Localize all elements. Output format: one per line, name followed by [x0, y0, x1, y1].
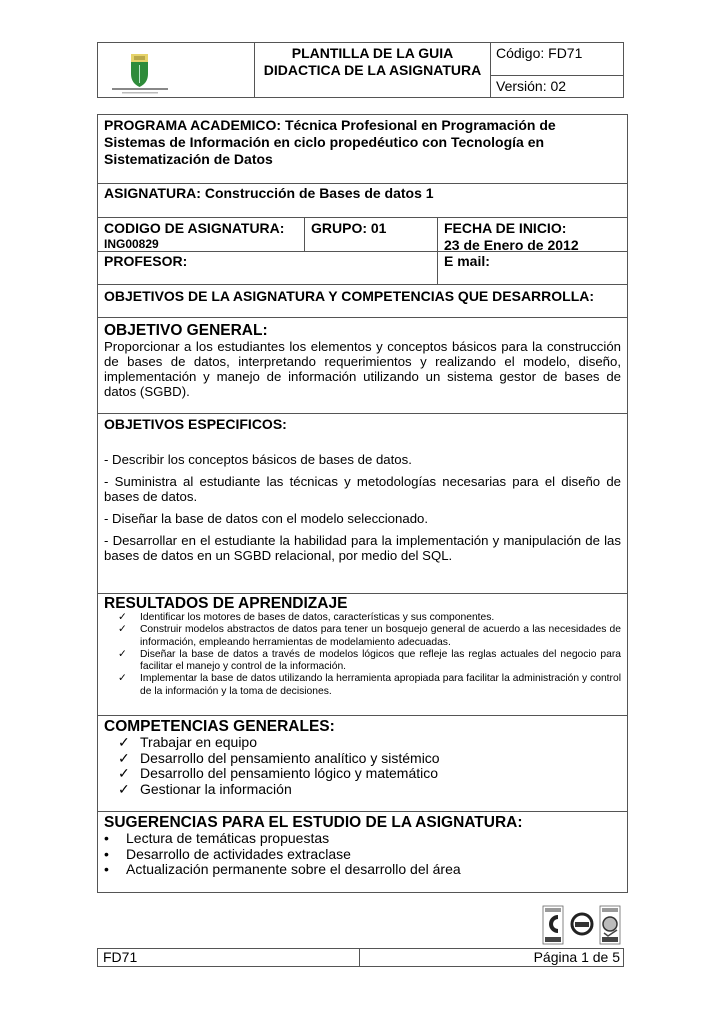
title-line-1: PLANTILLA DE LA GUIA [291, 45, 454, 61]
professor-label: PROFESOR: [104, 253, 188, 269]
specific-objective-item: - Desarrollar en el estudiante la habilidad para la implementación y manipulación de las bases de datos en un SGBD relacional, por medio del SQL. [104, 533, 621, 563]
start-date-value: 23 de Enero de 2012 [444, 237, 579, 253]
learning-result-text: Implementar la base de datos utilizando la herramienta apropiada para facilitar la administración y control de la información y la toma de decisiones. [140, 673, 621, 697]
check-icon: ✓ [118, 648, 127, 660]
bullet-icon: • [104, 861, 109, 877]
subject-text: ASIGNATURA: Construcción de Bases de datos 1 [104, 185, 434, 201]
competency-text: Trabajar en equipo [140, 734, 258, 750]
certification-seals-icon [540, 904, 624, 946]
suggestions-row [98, 812, 627, 892]
learning-result-item [118, 649, 621, 674]
suggestion-text: Actualización permanente sobre el desarrollo del área [126, 861, 461, 877]
general-objective-text: Proporcionar a los estudiantes los elementos y conceptos básicos para la construcción de bases de datos, interpretando requerimientos y realizando el modelo, diseño, implementación y manejo de información utilizando un sistema gestor de bases de datos (SGBD). [104, 339, 621, 399]
group-text: GRUPO: 01 [311, 220, 387, 236]
check-icon: ✓ [118, 624, 127, 636]
subject-row [98, 184, 627, 218]
competencies-row [98, 716, 627, 812]
group-cell [305, 218, 438, 251]
info-row [98, 218, 627, 252]
subject-code-value: ING00829 [104, 237, 159, 251]
learning-results-row [98, 594, 627, 716]
suggestion-item [104, 831, 627, 847]
suggestions-list [98, 831, 627, 878]
learning-result-text: Construir modelos abstractos de datos para tener un bosquejo general de acuerdo a las necesidades de información, empleando herramientas de modelamiento adecuadas. [140, 624, 621, 648]
specific-objectives-row [98, 414, 627, 594]
specific-objectives-heading: OBJETIVOS ESPECIFICOS: [104, 416, 287, 432]
competency-item [118, 735, 627, 751]
suggestions-heading: SUGERENCIAS PARA EL ESTUDIO DE LA ASIGNATURA: [104, 814, 523, 831]
title-line-2: DIDACTICA DE LA ASIGNATURA [263, 62, 482, 78]
learning-result-item [118, 673, 621, 698]
suggestion-item [104, 862, 627, 878]
template-title [255, 43, 491, 97]
learning-result-item [118, 624, 621, 649]
professor-row [98, 252, 627, 285]
general-objective-heading: OBJETIVO GENERAL: [104, 322, 268, 339]
check-icon: ✓ [118, 734, 130, 750]
professor-cell [98, 252, 438, 284]
learning-result-item [118, 612, 621, 624]
specific-objective-item: - Diseñar la base de datos con el modelo seleccionado. [104, 511, 429, 526]
competency-item [118, 766, 627, 782]
objectives-heading-row [98, 285, 627, 318]
document-code: Código: FD71 [491, 43, 623, 76]
check-icon: ✓ [118, 780, 130, 797]
competencies-heading: COMPETENCIAS GENERALES: [104, 718, 335, 735]
competency-text: Desarrollo del pensamiento lógico y matemático [140, 765, 439, 781]
document-header [97, 42, 624, 98]
subject-code-cell [98, 218, 305, 251]
check-icon: ✓ [118, 673, 127, 685]
bullet-icon: • [104, 845, 109, 862]
check-icon: ✓ [118, 612, 127, 623]
page-number: Página 1 de 5 [533, 949, 620, 965]
competency-text: Desarrollo del pensamiento analítico y sistémico [140, 749, 440, 766]
guide-table [97, 114, 628, 893]
email-label: E mail: [444, 253, 490, 269]
start-date-cell [438, 218, 627, 251]
competency-text: Gestionar la información [140, 780, 292, 797]
institution-logo-icon [98, 43, 255, 97]
email-cell [438, 252, 627, 284]
suggestion-text: Lectura de temáticas propuestas [126, 830, 330, 846]
competencies-list [98, 735, 627, 797]
learning-results-heading: RESULTADOS DE APRENDIZAJE [104, 595, 348, 612]
suggestion-item [104, 847, 627, 863]
objectives-heading: OBJETIVOS DE LA ASIGNATURA Y COMPETENCIAS QUE DESARROLLA: [104, 288, 595, 304]
competency-item [118, 782, 627, 798]
document-version: Versión: 02 [496, 78, 567, 94]
program-text: PROGRAMA ACADEMICO: Técnica Profesional en Programación de Sistemas de Información en ciclo propedéutico con Tecnología en Sistematización de Datos [104, 117, 556, 167]
learning-result-text: Diseñar la base de datos a través de modelos lógicos que refleje las reglas actuales del negocio para facilitar el manejo y control de la información. [140, 648, 621, 673]
bullet-icon: • [104, 830, 109, 846]
specific-objective-item: - Describir los conceptos básicos de bases de datos. [104, 452, 412, 467]
footer-code: FD71 [98, 949, 360, 966]
subject-code-label: CODIGO DE ASIGNATURA: [104, 220, 285, 236]
program-row [98, 115, 627, 184]
start-date-label: FECHA DE INICIO: [444, 220, 567, 236]
general-objective-row [98, 318, 627, 414]
competency-item [118, 751, 627, 767]
suggestion-text: Desarrollo de actividades extraclase [126, 845, 351, 862]
specific-objective-item: - Suministra al estudiante las técnicas y metodologías necesarias para el diseño de bases de datos. [104, 474, 621, 504]
learning-result-text: Identificar los motores de bases de datos, características y sus componentes. [140, 612, 495, 623]
check-icon: ✓ [118, 749, 130, 766]
document-footer [97, 948, 624, 967]
check-icon: ✓ [118, 765, 130, 781]
learning-results-list [98, 612, 627, 698]
logo-cell [98, 43, 255, 97]
